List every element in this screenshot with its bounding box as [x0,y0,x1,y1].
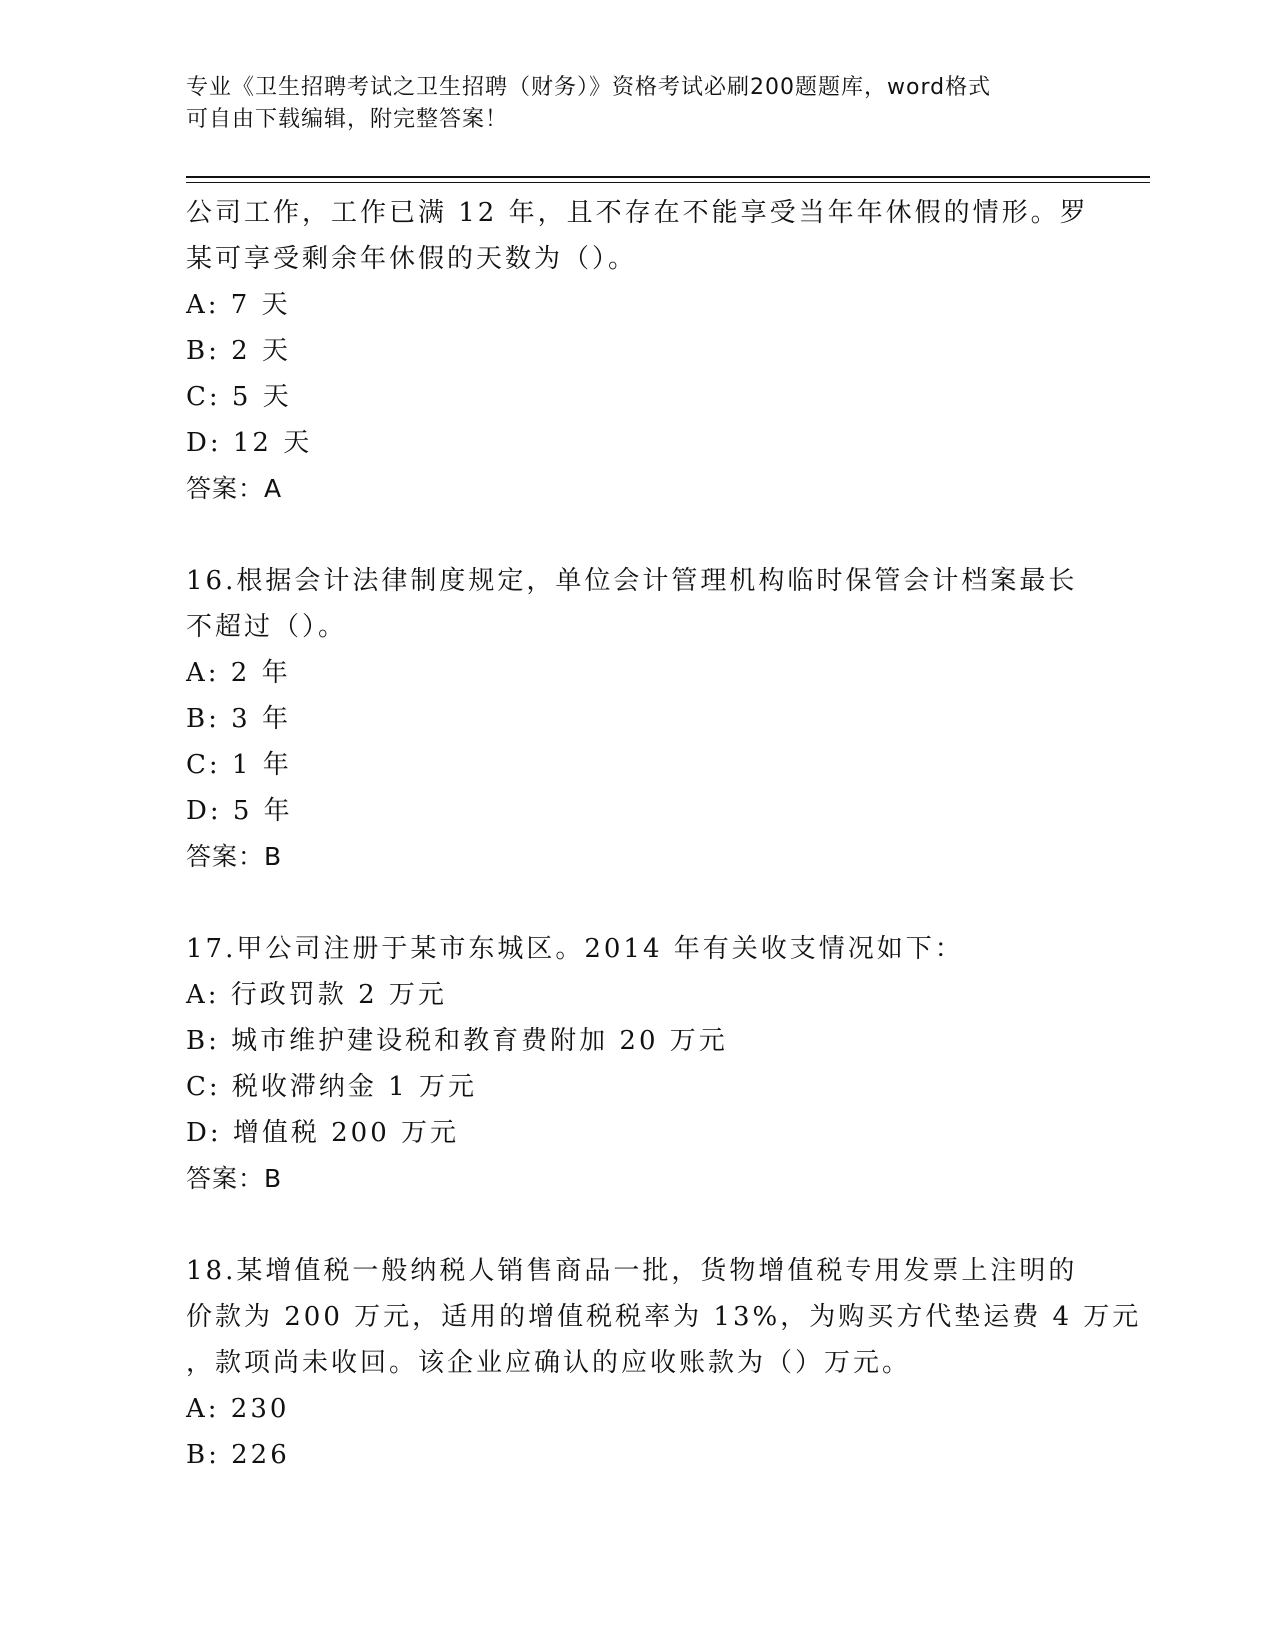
answer-label: 答案：A [186,474,283,503]
question-stem-line: 17.甲公司注册于某市东城区。2014 年有关收支情况如下： [186,934,964,964]
question-15-continued [186,190,1089,512]
answer-label: 答案：B [186,1164,283,1193]
option-b: B: 2 天 [186,336,291,366]
option-a: A: 2 年 [186,658,291,688]
question-gap [186,512,1086,558]
question-stem-line: 18.某增值税一般纳税人销售商品一批，货物增值税专用发票上注明的 [186,1256,1078,1286]
option-a: A: 230 [186,1394,290,1424]
question-stem-line: 某可享受剩余年休假的天数为（）。 [186,244,638,274]
question-18 [186,1248,1142,1478]
option-b: B: 城市维护建设税和教育费附加 20 万元 [186,1026,728,1056]
question-stem-line: 公司工作，工作已满 12 年，且不存在不能享受当年年休假的情形。罗 [186,198,1089,228]
question-stem-line: 价款为 200 万元，适用的增值税税率为 13%，为购买方代垫运费 4 万元 [186,1302,1142,1332]
option-c: C: 1 年 [186,750,292,780]
option-a: A: 7 天 [186,290,291,320]
question-17 [186,926,1086,1202]
answer-label: 答案：B [186,842,283,871]
option-a: A: 行政罚款 2 万元 [186,980,447,1010]
question-list [186,190,1142,1478]
option-b: B: 3 年 [186,704,291,734]
option-d: D: 12 天 [186,428,313,458]
option-d: D: 增值税 200 万元 [186,1118,460,1148]
header-divider-thick [186,176,1150,178]
question-stem-line: ，款项尚未收回。该企业应确认的应收账款为（）万元。 [186,1348,912,1378]
header-title-line-2: 可自由下载编辑，附完整答案！ [186,107,509,132]
question-gap [186,1202,1086,1248]
option-c: C: 5 天 [186,382,292,412]
header-divider-thin [186,182,1150,183]
option-b: B: 226 [186,1440,290,1470]
page-header [186,72,1066,136]
header-title-line-1: 专业《卫生招聘考试之卫生招聘（财务）》资格考试必刷200题题库，word格式 [186,75,992,100]
option-c: C: 税收滞纳金 1 万元 [186,1072,477,1102]
question-gap [186,880,1086,926]
question-16 [186,558,1086,880]
question-stem-line: 不超过（）。 [186,612,348,642]
question-stem-line: 16.根据会计法律制度规定，单位会计管理机构临时保管会计档案最长 [186,566,1078,596]
option-d: D: 5 年 [186,796,293,826]
